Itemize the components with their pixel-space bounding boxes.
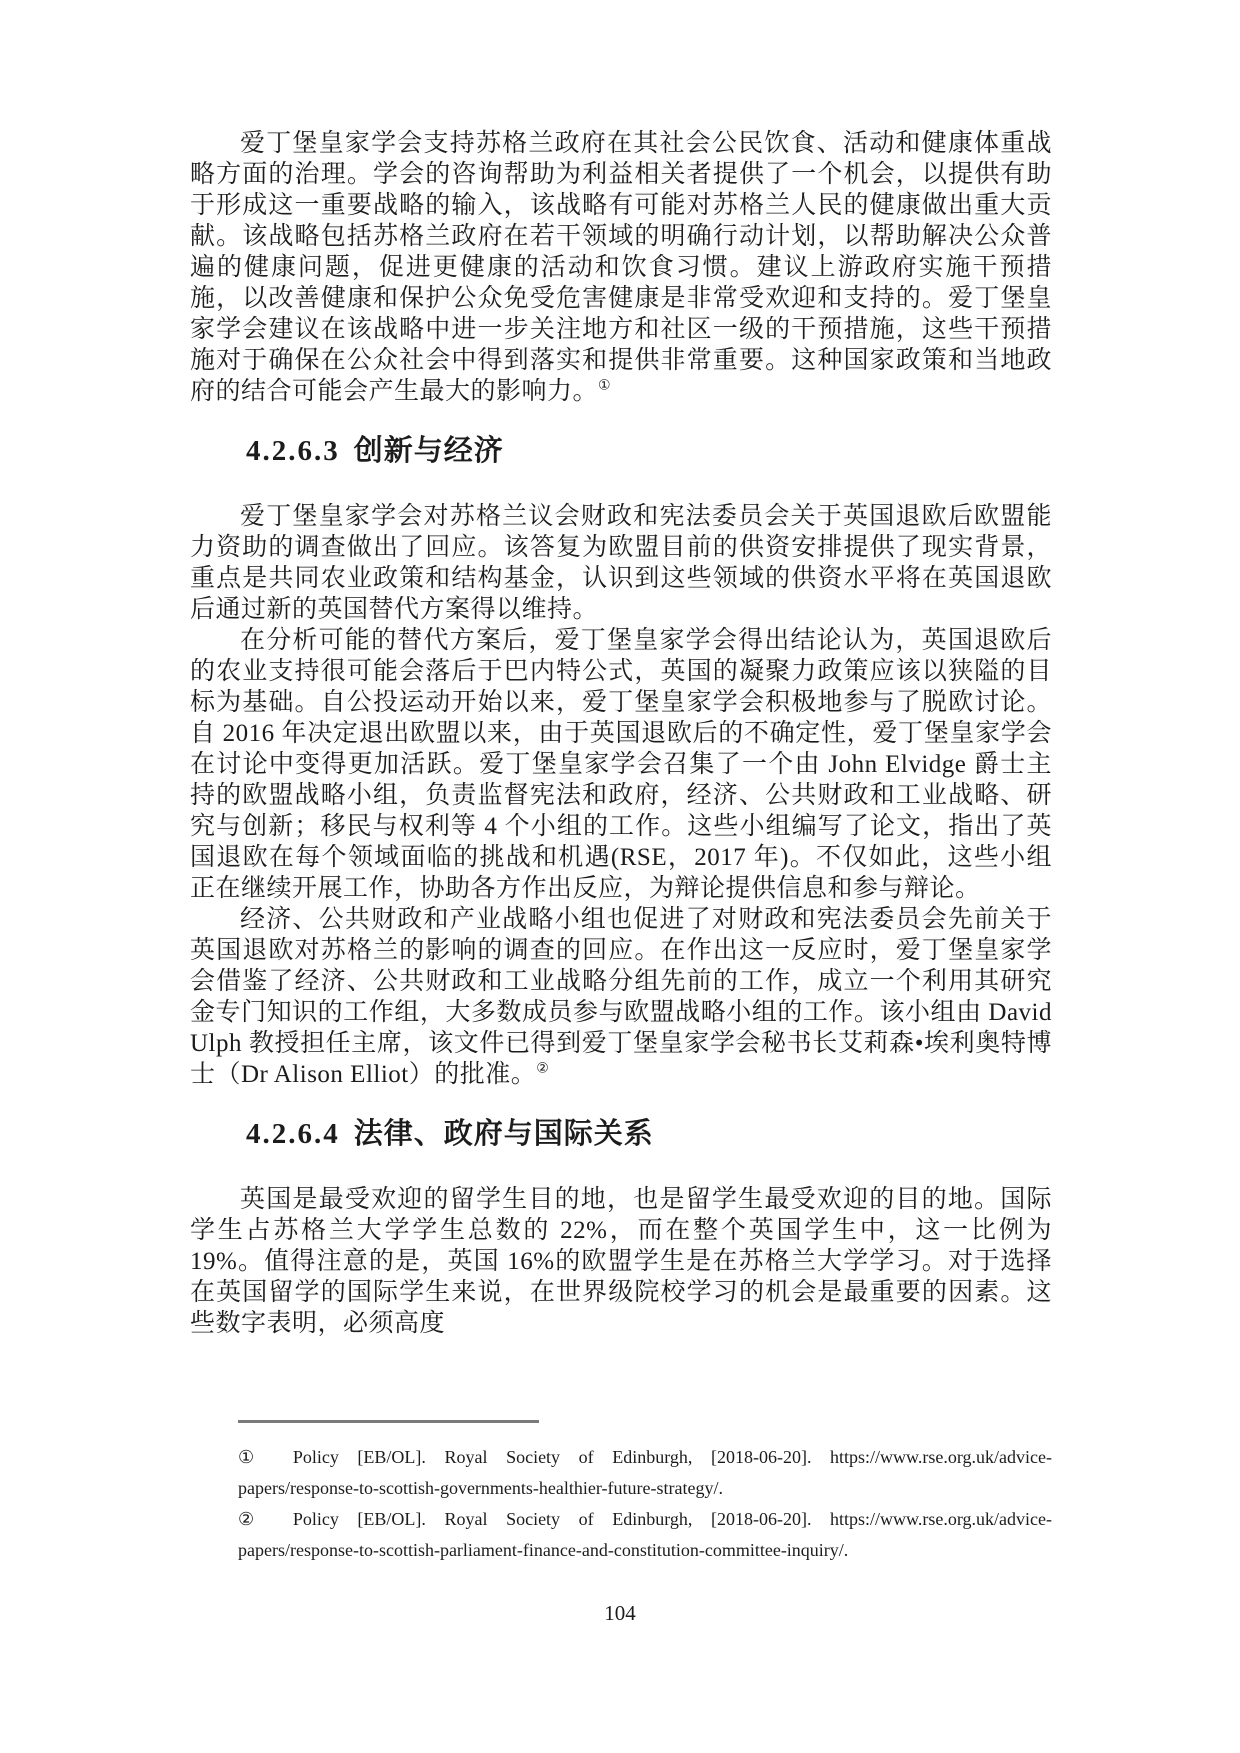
heading-number: 4.2.6.3 [246, 435, 340, 467]
paragraph-text: 爱丁堡皇家学会支持苏格兰政府在其社会公民饮食、活动和健康体重战略方面的治理。学会的咨询帮助为利益相关者提供了一个机会，以提供有助于形成这一重要战略的输入，该战略有可能对苏格兰人民的健康做出重大贡献。该战略包括苏格兰政府在若干领域的明确行动计划，以帮助解决公众普遍的健康问题，促进更健康的活动和饮食习惯。建议上游政府实施干预措施，以改善健康和保护公众免受危害健康是非常受欢迎和支持的。爱丁堡皇家学会建议在该战略中进一步关注地方和社区一级的干预措施，这些干预措施对于确保在公众社会中得到落实和提供非常重要。这种国家政策和当地政府的结合可能会产生最大的影响力。 [190, 130, 1052, 405]
paragraph-text: 经济、公共财政和产业战略小组也促进了对财政和宪法委员会先前关于英国退欧对苏格兰的影响的调查的回应。在作出这一反应时，爱丁堡皇家学会借鉴了经济、公共财政和工业战略分组先前的工作，成立一个利用其研究金专门知识的工作组，大多数成员参与欧盟战略小组的工作。该小组由 David Ulph 教授担任主席，该文件已得到爱丁堡皇家学会秘书长艾莉森•埃利奥特博士（Dr Alison Elliot）的批准。 [190, 906, 1052, 1088]
page-body [190, 128, 1052, 1339]
footnote-text: papers/response-to-scottish-parliament-finance-and-constitution-committee-inquiry/. [238, 1540, 849, 1560]
footnote-text: papers/response-to-scottish-governments-healthier-future-strategy/. [238, 1478, 723, 1498]
footnote-ref-1: ① [598, 378, 611, 394]
intro-paragraph [190, 128, 1052, 407]
section-heading-4-2-6-3 [246, 434, 1052, 468]
footnote-ref-2: ② [536, 1061, 549, 1077]
section-heading-4-2-6-4 [246, 1117, 1052, 1151]
heading-title: 法律、政府与国际关系 [353, 1118, 654, 1150]
page-number: 104 [604, 1601, 636, 1625]
footnote-line [238, 1504, 1052, 1535]
paragraph [190, 1184, 1052, 1339]
footnote-text: Policy [EB/OL]. Royal Society of Edinburgh, [2018-06-20]. https://www.rse.org.uk/advice- [292, 1447, 1053, 1467]
footnote-marker: ① [238, 1447, 269, 1467]
heading-number: 4.2.6.4 [246, 1118, 340, 1150]
footnote-2 [238, 1504, 1052, 1566]
footnote-text: Policy [EB/OL]. Royal Society of Edinburgh, [2018-06-20]. https://www.rse.org.uk/advice- [292, 1509, 1053, 1529]
paragraph [190, 904, 1052, 1090]
paragraph [190, 625, 1052, 904]
footnote-1 [238, 1442, 1052, 1504]
heading-title: 创新与经济 [353, 435, 504, 467]
footnote-separator [238, 1420, 539, 1423]
paragraph [190, 501, 1052, 625]
footnotes [238, 1442, 1052, 1566]
paragraph-text: 在分析可能的替代方案后，爱丁堡皇家学会得出结论认为，英国退欧后的农业支持很可能会落后于巴内特公式，英国的凝聚力政策应该以狭隘的目标为基础。自公投运动开始以来，爱丁堡皇家学会积极地参与了脱欧讨论。自 2016 年决定退出欧盟以来，由于英国退欧后的不确定性，爱丁堡皇家学会在讨论中变得更加活跃。爱丁堡皇家学会召集了一个由 John Elvidge 爵士主持的欧盟战略小组，负责监督宪法和政府，经济、公共财政和工业战略、研究与创新；移民与权利等 4 个小组的工作。这些小组编写了论文，指出了英国退欧在每个领域面临的挑战和机遇(RSE，2017 年)。不仅如此，这些小组正在继续开展工作，协助各方作出反应，为辩论提供信息和参与辩论。 [190, 627, 1052, 902]
paragraph-text: 英国是最受欢迎的留学生目的地，也是留学生最受欢迎的目的地。国际学生占苏格兰大学学生总数的 22%，而在整个英国学生中，这一比例为 19%。值得注意的是，英国 16%的欧盟学生是在苏格兰大学学习。对于选择在英国留学的国际学生来说，在世界级院校学习的机会是最重要的因素。这些数字表明，必须高度 [190, 1186, 1052, 1337]
footnote-marker: ② [238, 1509, 269, 1529]
footnote-line [238, 1442, 1052, 1473]
paragraph-text: 爱丁堡皇家学会对苏格兰议会财政和宪法委员会关于英国退欧后欧盟能力资助的调查做出了回应。该答复为欧盟目前的供资安排提供了现实背景，重点是共同农业政策和结构基金，认识到这些领域的供资水平将在英国退欧后通过新的英国替代方案得以维持。 [190, 503, 1052, 623]
